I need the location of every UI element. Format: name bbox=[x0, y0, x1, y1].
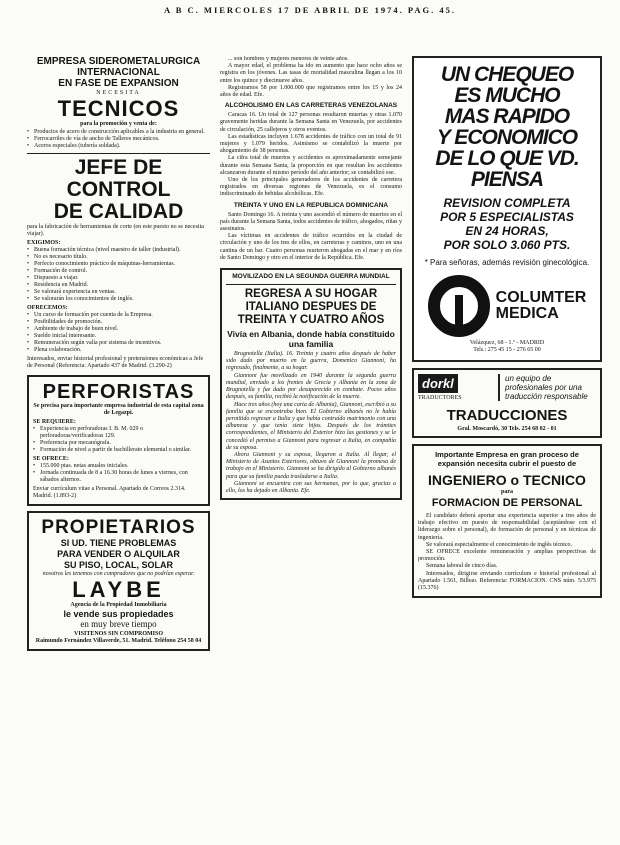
ad4-tag1: Agencia de la Propiedad Inmobiliaria bbox=[70, 602, 167, 608]
ingeniero-body: Semana laboral de cinco días. bbox=[426, 563, 498, 570]
page-header: A B C. MIERCOLES 17 DE ABRIL DE 1974. PAG. 45. bbox=[163, 5, 457, 15]
divider bbox=[27, 153, 210, 154]
right-column bbox=[412, 56, 602, 836]
chequeo-review3: EN 24 HORAS, bbox=[465, 224, 549, 238]
news-kicker: MOVILIZADO EN LA SEGUNDA GUERRA MUNDIAL bbox=[232, 273, 390, 281]
columter-logo-row bbox=[418, 275, 596, 337]
ad-jefe-control bbox=[27, 157, 210, 370]
ad-ingeniero bbox=[412, 444, 602, 598]
ad2-intro: para la fabricación de herramientas de corte (en este puesto no se necesita viajar). bbox=[27, 224, 204, 237]
ad2-exigimos-item: • Dispuesto a viajar. bbox=[27, 275, 210, 282]
columter-brand1: COLUMTER bbox=[495, 289, 587, 306]
ad4-address: Raimundo Fernández Villaverde, 51. Madrid. Teléfono 254 58 04 bbox=[35, 638, 202, 644]
chequeo-review2: POR 5 ESPECIALISTAS bbox=[440, 210, 574, 224]
left-column bbox=[27, 56, 210, 836]
chequeo-line1: UN CHEQUEO bbox=[440, 63, 574, 86]
ad-perforistas bbox=[27, 375, 210, 506]
news-subheadline: Vivía en Albania, donde había constituido una familia bbox=[227, 329, 395, 350]
ad4-line4: nosotros les tenemos con compradores que no podrían esperar. bbox=[42, 571, 195, 577]
section-para: Las estadísticas incluyen 1.678 accidentes de tráfico con un total de 91 mujeres y 1.079 heridos. Asimismo se contabilizó la muerte por ahogamiento de 38 personas. bbox=[220, 133, 402, 155]
ad2-exigimos-item: • Formación de control. bbox=[27, 268, 210, 275]
news-para: Brugnotella (Italia). 16. Treinta y cuatro años después de haber sido dado por muerto en la guerra, Domenico Giannoni, ha regresado, finalmente, a su hogar. bbox=[226, 351, 396, 372]
chequeo-line6: PIENSA bbox=[470, 168, 544, 191]
news-box-giannoni bbox=[220, 268, 402, 500]
ad2-ofrecemos-item: • Plena colaboración. bbox=[27, 347, 210, 354]
section-heading-dominicana: TREINTA Y UNO EN LA REPUBLICA DOMINICANA bbox=[233, 201, 389, 209]
ingeniero-title: INGENIERO o TECNICO bbox=[428, 472, 586, 488]
ad2-exigimos-item: • Perfecto conocimiento práctico de máquinas-herramientas. bbox=[27, 261, 210, 268]
ad2-ofrecemos-label: OFRECEMOS: bbox=[27, 305, 68, 311]
chequeo-review1: REVISION COMPLETA bbox=[443, 196, 571, 210]
ad3-footer: Enviar currículum vitae a Personal. Apartado de Correos 2.314. Madrid. (1.893-2) bbox=[33, 486, 186, 499]
ad-traducciones bbox=[412, 368, 602, 438]
news-para: Giannoni se encuentra con sus hermanas, por lo que, gracias a ello, los ha dejado en Albania. Efe. bbox=[226, 480, 396, 494]
section-para: Uno de los principales generadores de los accidentes de carretera registrados en diversas regiones de Venezuela, es el consumo indiscriminado de bebidas alcohólicas. Efe. bbox=[220, 177, 402, 198]
ad1-company: EMPRESA SIDEROMETALURGICA bbox=[36, 56, 201, 67]
ingeniero-para: para bbox=[501, 489, 513, 495]
middle-column bbox=[220, 56, 402, 836]
divider bbox=[226, 284, 396, 285]
columter-brand2: MEDICA bbox=[495, 305, 559, 322]
middle-top-para: A mayor edad, el problema ha ido en aumento que hace ocho años se registra en los jóvenes. Las tasas de mortalidad masculina llegan a los 10 entre los quince y diecinueve años. bbox=[220, 63, 402, 84]
ad2-ofrecemos-item: • Sueldo inicial interesante. bbox=[27, 333, 210, 340]
ad2-ofrecemos-item: • Remuneración según valía por sistema de incentivos. bbox=[27, 340, 210, 347]
ad2-exigimos-item: • No es necesario título. bbox=[27, 254, 210, 261]
ad4-line1: SI UD. TIENE PROBLEMAS bbox=[60, 538, 177, 548]
chequeo-line4: Y ECONOMICO bbox=[436, 126, 578, 149]
ad1-necesita: NECESITA bbox=[96, 90, 141, 96]
ad2-ofrecemos-item: • Posibilidades de promoción. bbox=[27, 319, 210, 326]
ad2-exigimos-item: • Residencia en Madrid. bbox=[27, 282, 210, 289]
ad-propietarios bbox=[27, 511, 210, 651]
ad3-requiere-item: • Preferencia por mecanógrafa. bbox=[33, 440, 204, 447]
ad4-brand: LAYBE bbox=[72, 577, 165, 602]
ad2-title2: DE CALIDAD bbox=[53, 200, 184, 223]
middle-top-para: ... son hombres y mujeres menores de veinte años. bbox=[228, 56, 349, 62]
traducciones-address: Gral. Moscardó, 30 Tels. 254 68 02 - 01 bbox=[457, 426, 557, 432]
ad2-footer: Interesados, enviar historial profesional y pretensiones económicas a Jefe de Personal (Referencia: Apartado 437 de Madrid. (3.290-2) bbox=[27, 356, 204, 369]
ad3-title: PERFORISTAS bbox=[42, 381, 195, 403]
columter-logo-icon bbox=[428, 275, 490, 337]
ad3-intro: Se precisa para importante empresa industrial de esta capital zona de Legazpi. bbox=[33, 403, 204, 416]
ad1-item: • Aceros especiales (tubería soldada). bbox=[27, 143, 210, 150]
ad3-requiere-item: • Formación de nivel a partir de bachillerato elemental o similar. bbox=[33, 447, 204, 454]
ad2-title1: JEFE DE CONTROL bbox=[66, 156, 171, 201]
section-para: La cifra total de muertos y accidentes es aproximadamente semejante durante esta Semana Santa, la proporción en que resultan los accidentes alcanzaron durante el mismo período del año anterior; se contabilizó ese. bbox=[220, 155, 402, 176]
ad2-exigimos-item: • Se valorará experiencia en ventas. bbox=[27, 289, 210, 296]
news-para: Hace tres años (hoy una carta de Albania), Giannoni, escribió a su familia que se encontraba bien. El Gobierno albanés no le había permitido regresar a Italia y que había contraído matrimonio con una albanesa y que tenía siete hijos. Después de los trámites correspondientes, el Ministerio del Exterior hizo las gestiones y se le concedió el permiso a Giannoni para regresar a Italia, en compañía de su esposa. bbox=[226, 401, 396, 451]
ad1-item: • Ferrocarriles de vía de ancho de Talleres mecánicos. bbox=[27, 136, 210, 143]
ad4-tag2: le vende sus propiedades bbox=[63, 609, 174, 619]
ingeniero-intro: Importante Empresa en gran proceso de expansión necesita cubrir el puesto de bbox=[435, 450, 579, 468]
ad3-ofrece-item: • 155.000 ptas. netas anuales iniciales. bbox=[33, 463, 204, 470]
ad2-exigimos-item: • Se valorarán los conocimientos de inglés. bbox=[27, 296, 210, 303]
chequeo-line2: ES MUCHO bbox=[454, 84, 560, 107]
ad4-title: PROPIETARIOS bbox=[41, 517, 196, 538]
dorkl-logo: dorkl bbox=[418, 374, 458, 393]
ad3-ofrece-label: SE OFRECE: bbox=[33, 456, 69, 462]
ad1-line2: INTERNACIONAL bbox=[77, 67, 160, 78]
chequeo-note: * Para señoras, además revisión ginecológica. bbox=[424, 258, 590, 267]
section-para: Las víctimas en accidentes de tráfico ocurridos en la ciudad de circulación y uno de los tres de ellos, en carreteras y caminos, uno en una cantina de un bar. Cuatro personas murieron ahogadas en el mar y en ríos de Santo Domingo y otro en el interior de la República. Efe. bbox=[220, 233, 402, 261]
ad-siderometalurgica bbox=[27, 56, 210, 150]
chequeo-line3: MAS RAPIDO bbox=[444, 105, 570, 128]
ad4-visit: VISITENOS SIN COMPROMISO bbox=[73, 631, 163, 637]
news-para: Giannoni fue movilizado en 1940 durante la segunda guerra mundial, enviado a los frentes de Grecia y Albania en la zona de Brugnotella y fue dado por desaparecido en combate. Pocos años después, su familia, recibió la notificación de la muerte. bbox=[226, 372, 396, 401]
ad2-ofrecemos-item: • Un curso de formación por cuenta de la Empresa. bbox=[27, 312, 210, 319]
ad-chequeo-columter bbox=[412, 56, 602, 362]
columter-phone: Tels.: 275 45 15 - 276 65 00 bbox=[473, 347, 541, 353]
ad2-exigimos-item: • Buena formación técnica (nivel maestro de taller (industrial). bbox=[27, 247, 210, 254]
ad2-ofrecemos-item: • Ambiente de trabajo de buen nivel. bbox=[27, 326, 210, 333]
section-para: Caracas 16. Un total de 127 personas resultaron muertas y otras 1.070 gravemente heridas durante la Semana Santa en Venezuela, por accidentes de circulación, 25 callejeros y otros eventos. bbox=[220, 112, 402, 133]
ingeniero-body: SE OFRECE excelente remuneración y amplias perspectivas de promoción. bbox=[418, 549, 596, 563]
ingeniero-body: Se valorará especialmente el conocimiento de inglés técnico. bbox=[426, 541, 572, 548]
chequeo-line5: DE LO QUE VD. bbox=[435, 147, 579, 170]
ingeniero-body: Interesados, dirigirse enviando currículum e historial profesional al Apartado 1.561, Bilbao. Referencia: FORMACION. CNS núm. 5/3.975 (15.376) bbox=[418, 570, 596, 592]
middle-top-para: Registramos 58 por 1.000.000 que registramos entre los 15 y los 24 años de edad. Efe. bbox=[220, 84, 402, 99]
dorkl-tagline: un equipo de profesionales por una traducción responsable bbox=[498, 374, 596, 401]
section-heading-alcoholismo: ALCOHOLISMO EN LAS CARRETERAS VENEZOLANAS bbox=[224, 102, 398, 110]
columter-address: Velázquez, 68 - 1.º - MADRID bbox=[469, 340, 545, 346]
ad2-exigimos-label: EXIGIMOS: bbox=[27, 240, 61, 246]
ad4-line2: PARA VENDER O ALQUILAR bbox=[57, 549, 180, 559]
news-headline: REGRESA A SU HOGAR ITALIANO DESPUES DE TREINTA Y CUATRO AÑOS bbox=[237, 288, 385, 327]
ad3-requiere-item: • Experiencia en perforadoras I. B. M. 029 o perforadoras/verificadoras 129. bbox=[33, 426, 204, 440]
ad3-ofrece-item: • Jornada continuada de 8 a 16.30 horas de lunes a viernes, con sábados alternos. bbox=[33, 470, 204, 484]
ingeniero-subtitle: FORMACION DE PERSONAL bbox=[431, 497, 583, 509]
chequeo-review4: POR SOLO 3.060 PTS. bbox=[443, 238, 571, 252]
ad1-line3: EN FASE DE EXPANSION bbox=[58, 78, 179, 89]
traducciones-title: TRADUCCIONES bbox=[446, 407, 568, 424]
ad4-tag3: en muy breve tiempo bbox=[80, 619, 157, 629]
ad3-requiere-label: SE REQUIERE: bbox=[33, 419, 76, 425]
dorkl-small: TRADUCTORES bbox=[418, 395, 462, 401]
ad1-item: • Productos de acero de construcción aplicables a la industria en general. bbox=[27, 129, 210, 136]
section-para: Santo Domingo 16. A treinta y uno ascendió el número de muertos en el país durante la Semana Santa, todos accidentes de tráfico, ahogados, riñas y asesinatos. bbox=[220, 211, 402, 233]
news-para: Ahora Giannoni y su esposa, llegaron a Italia. Al llegar, el Ministerio de Asuntos Exteriores, obtuvo de Giannoni la promesa de trabajo en el Ministerio. Giannoni se ha dirigido al Gobierno albanés para que su familia pueda trasladarse a Italia. bbox=[226, 451, 396, 480]
ad1-tecnicos: TECNICOS bbox=[57, 96, 180, 121]
ingeniero-body: El candidato deberá aportar una experiencia superior a tres años de trabajo efectivo en puesto de responsabilidad (aceptándose con el liderazgo sobre el personal), de formación de personal y en técnicas de ingeniería. bbox=[418, 513, 596, 541]
ad4-line3: SU PISO, LOCAL, SOLAR bbox=[63, 560, 173, 570]
ad1-para: para la promoción y venta de: bbox=[80, 121, 157, 127]
